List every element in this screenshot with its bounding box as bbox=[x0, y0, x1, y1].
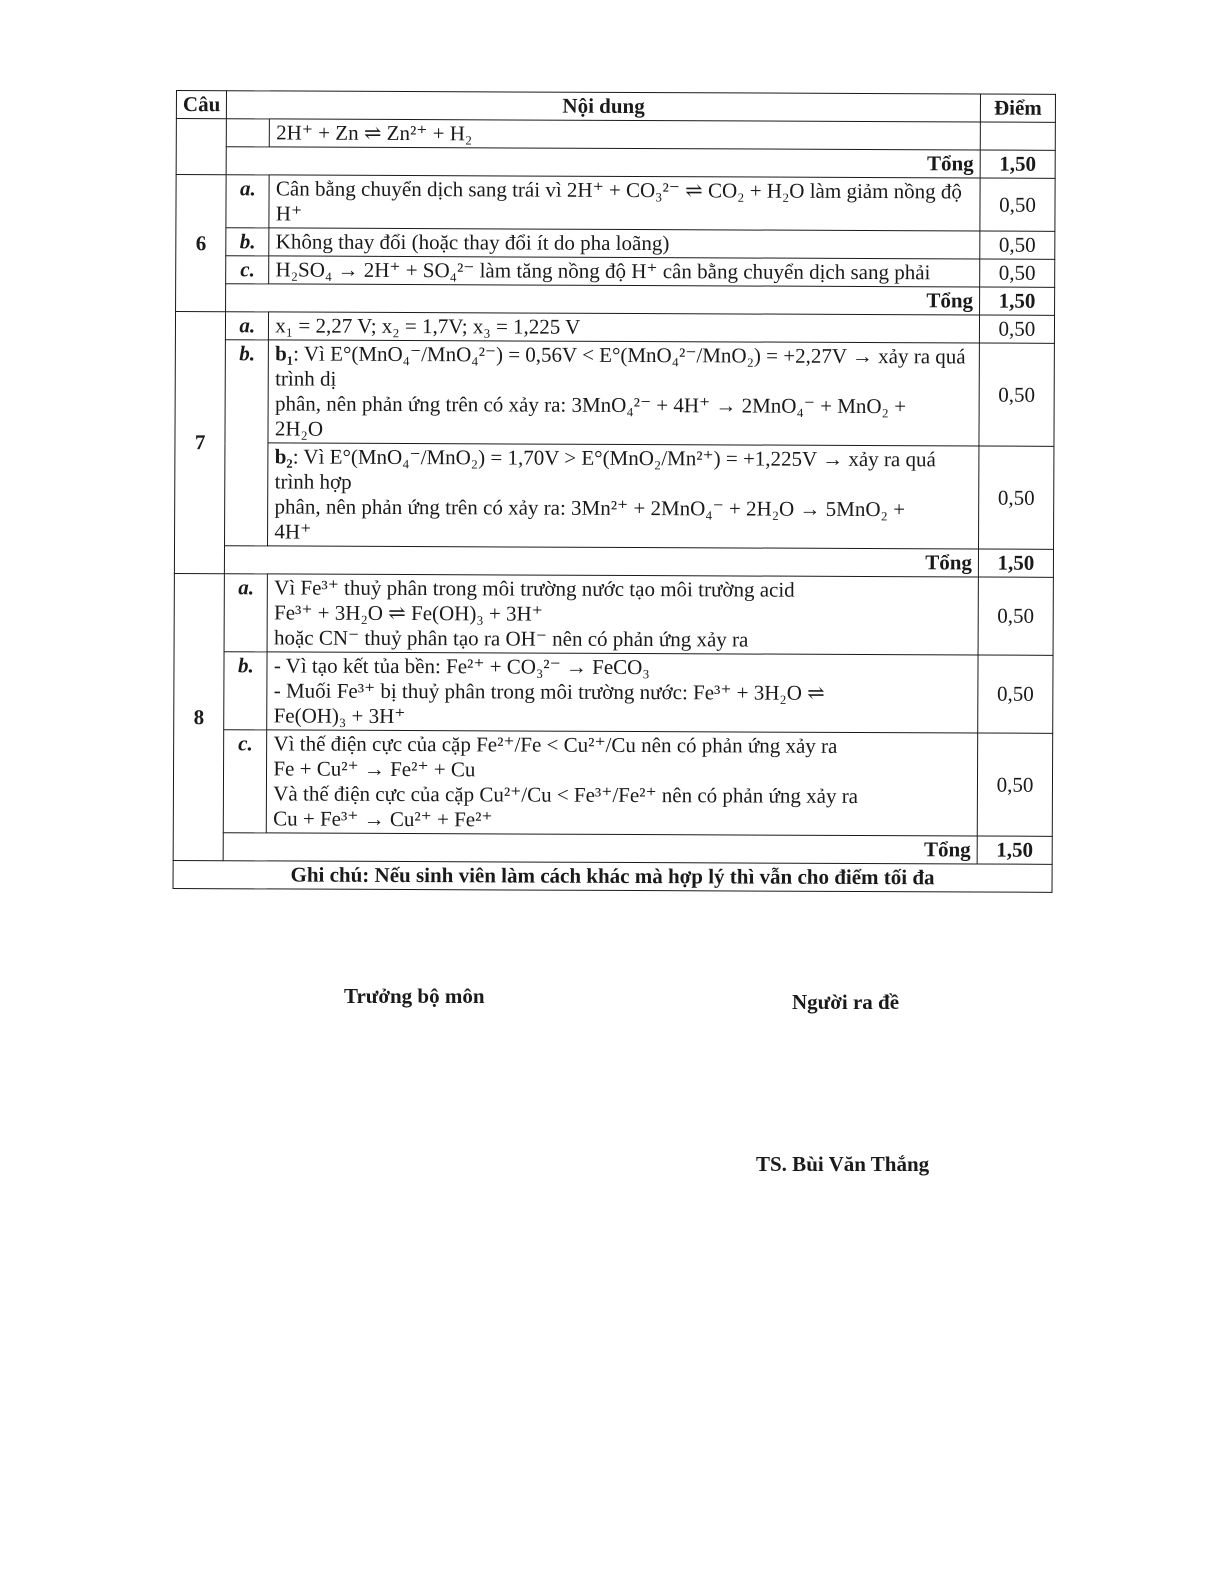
row-content: Cân bằng chuyển dịch sang trái vì 2H⁺ + CO₃²⁻ ⇌ CO₂ + H₂O làm giảm nồng độ H⁺ bbox=[269, 175, 980, 231]
tong-value: 1,50 bbox=[978, 549, 1053, 577]
table-header-row bbox=[176, 91, 1055, 123]
q8b-line3: Fe(OH)₃ + 3H⁺ bbox=[273, 703, 406, 729]
q8c-line4: Cu + Fe³⁺ → Cu²⁺ + Fe²⁺ bbox=[273, 806, 493, 832]
row-content bbox=[267, 730, 978, 836]
table-row bbox=[175, 442, 1054, 549]
tong-label: Tổng bbox=[225, 546, 979, 577]
score-cell: 0,50 bbox=[979, 446, 1054, 549]
b2-line2: phân, nên phản ứng trên có xảy ra: 3Mn²⁺ + 2MnO₄⁻ + 2H₂O → 5MnO₂ + bbox=[274, 494, 906, 522]
cau-cell-previous bbox=[176, 119, 227, 175]
score-cell: 0,50 bbox=[980, 178, 1055, 231]
cau-number-8: 8 bbox=[173, 573, 225, 860]
b2-line1: : Vì E°(MnO₄⁻/MnO₂) = 1,70V > E°(MnO₂/Mn²⁺) = +1,225V → xảy ra quá trình hợp bbox=[274, 444, 936, 494]
sub-label: b. bbox=[225, 340, 269, 546]
signature-left-title: Trưởng bộ môn bbox=[344, 984, 485, 1008]
content-line bbox=[275, 341, 973, 394]
sub-label: c. bbox=[226, 256, 269, 284]
cau-number-6: 6 bbox=[176, 175, 227, 312]
table-row bbox=[176, 119, 1055, 151]
q8b-line1: - Vì tạo kết tủa bền: Fe²⁺ + CO₃²⁻ → FeCO₃ bbox=[273, 653, 650, 680]
q8a-line2: Fe³⁺ + 3H₂O ⇌ Fe(OH)₃ + 3H⁺ bbox=[274, 600, 543, 626]
table-row bbox=[176, 175, 1055, 232]
table-row bbox=[175, 312, 1054, 344]
tong-value: 1,50 bbox=[980, 150, 1055, 178]
score-cell: 0,50 bbox=[979, 315, 1054, 343]
q8c-line2: Fe + Cu²⁺ → Fe²⁺ + Cu bbox=[273, 756, 476, 782]
header-cau: Câu bbox=[176, 91, 226, 119]
tong-value: 1,50 bbox=[980, 287, 1055, 315]
grading-note: Ghi chú: Nếu sinh viên làm cách khác mà hợp lý thì vẫn cho điểm tối đa bbox=[173, 860, 1052, 892]
sub-label: b. bbox=[226, 228, 269, 256]
b1-line1: : Vì E°(MnO₄⁻/MnO₄²⁻) = 0,56V < E°(MnO₄²⁻/MnO₂) = +2,27V → xảy ra quá trình dị bbox=[275, 341, 966, 391]
header-noidung: Nội dung bbox=[227, 91, 981, 122]
table-row bbox=[174, 651, 1053, 733]
signature-right-name: TS. Bùi Văn Thắng bbox=[756, 1152, 930, 1176]
note-row bbox=[173, 860, 1052, 892]
row-content-b1 bbox=[268, 340, 979, 446]
row-content: Không thay đổi (hoặc thay đổi ít do pha loãng) bbox=[269, 228, 980, 259]
table-row bbox=[176, 228, 1055, 260]
b2-line3: 4H⁺ bbox=[274, 519, 312, 544]
q8c-line1: Vì thế điện cực của cặp Fe²⁺/Fe < Cu²⁺/Cu nên có phản ứng xảy ra bbox=[273, 731, 838, 758]
table-row bbox=[174, 573, 1053, 655]
answer-key-table bbox=[173, 90, 1056, 893]
row-content-b2 bbox=[268, 443, 979, 549]
score-cell: 0,50 bbox=[978, 577, 1053, 655]
row-content: x₁ = 2,27 V; x₂ = 1,7V; x₃ = 1,225 V bbox=[269, 312, 980, 343]
q8c-line3: Và thế điện cực của cặp Cu²⁺/Cu < Fe³⁺/Fe²⁺ nên có phản ứng xảy ra bbox=[273, 781, 859, 808]
b2-prefix: b₂ bbox=[274, 444, 293, 469]
tong-label: Tổng bbox=[226, 284, 980, 315]
score-cell: 0,50 bbox=[978, 655, 1053, 733]
q8a-line3: hoặc CN⁻ thuỷ phân tạo ra OH⁻ nên có phản ứng xảy ra bbox=[273, 625, 749, 652]
sub-label: a. bbox=[226, 312, 269, 340]
signature-right-title: Người ra đề bbox=[792, 990, 900, 1014]
score-cell bbox=[980, 122, 1055, 150]
cau-number-7: 7 bbox=[174, 312, 226, 574]
tong-value: 1,50 bbox=[977, 836, 1052, 864]
table-row bbox=[175, 339, 1054, 446]
b1-prefix: b₁ bbox=[275, 341, 294, 366]
tong-row bbox=[176, 284, 1055, 316]
tong-label: Tổng bbox=[223, 833, 977, 864]
header-diem: Điểm bbox=[980, 94, 1055, 122]
b1-line3: 2H₂O bbox=[274, 416, 324, 441]
sub-label: a. bbox=[224, 574, 267, 652]
row-content: 2H⁺ + Zn ⇌ Zn²⁺ + H₂ bbox=[270, 119, 981, 150]
sub-label: a. bbox=[226, 175, 269, 228]
row-content bbox=[267, 652, 978, 733]
row-content: H₂SO₄ → 2H⁺ + SO₄²⁻ làm tăng nồng độ H⁺ cân bằng chuyển dịch sang phải bbox=[269, 256, 980, 287]
tong-label: Tổng bbox=[226, 147, 980, 178]
sub-label-cell bbox=[227, 119, 270, 147]
tong-row bbox=[173, 832, 1052, 864]
row-content bbox=[267, 574, 978, 655]
score-cell: 0,50 bbox=[980, 259, 1055, 287]
content-line bbox=[275, 444, 973, 497]
score-cell: 0,50 bbox=[980, 231, 1055, 259]
sub-label: c. bbox=[224, 730, 267, 833]
b1-line2: phân, nên phản ứng trên có xảy ra: 3MnO₄²⁻ + 4H⁺ → 2MnO₄⁻ + MnO₂ + bbox=[274, 391, 907, 419]
score-cell: 0,50 bbox=[977, 733, 1052, 836]
table-row bbox=[176, 256, 1055, 288]
sub-label: b. bbox=[224, 652, 267, 730]
table-row bbox=[173, 729, 1052, 836]
q8a-line1: Vì Fe³⁺ thuỷ phân trong môi trường nước tạo môi trường acid bbox=[274, 575, 795, 602]
tong-row bbox=[174, 545, 1053, 577]
tong-row bbox=[176, 147, 1055, 179]
score-cell: 0,50 bbox=[979, 343, 1054, 446]
q8b-line2: - Muối Fe³⁺ bị thuỷ phân trong môi trường nước: Fe³⁺ + 3H₂O ⇌ bbox=[273, 678, 825, 705]
